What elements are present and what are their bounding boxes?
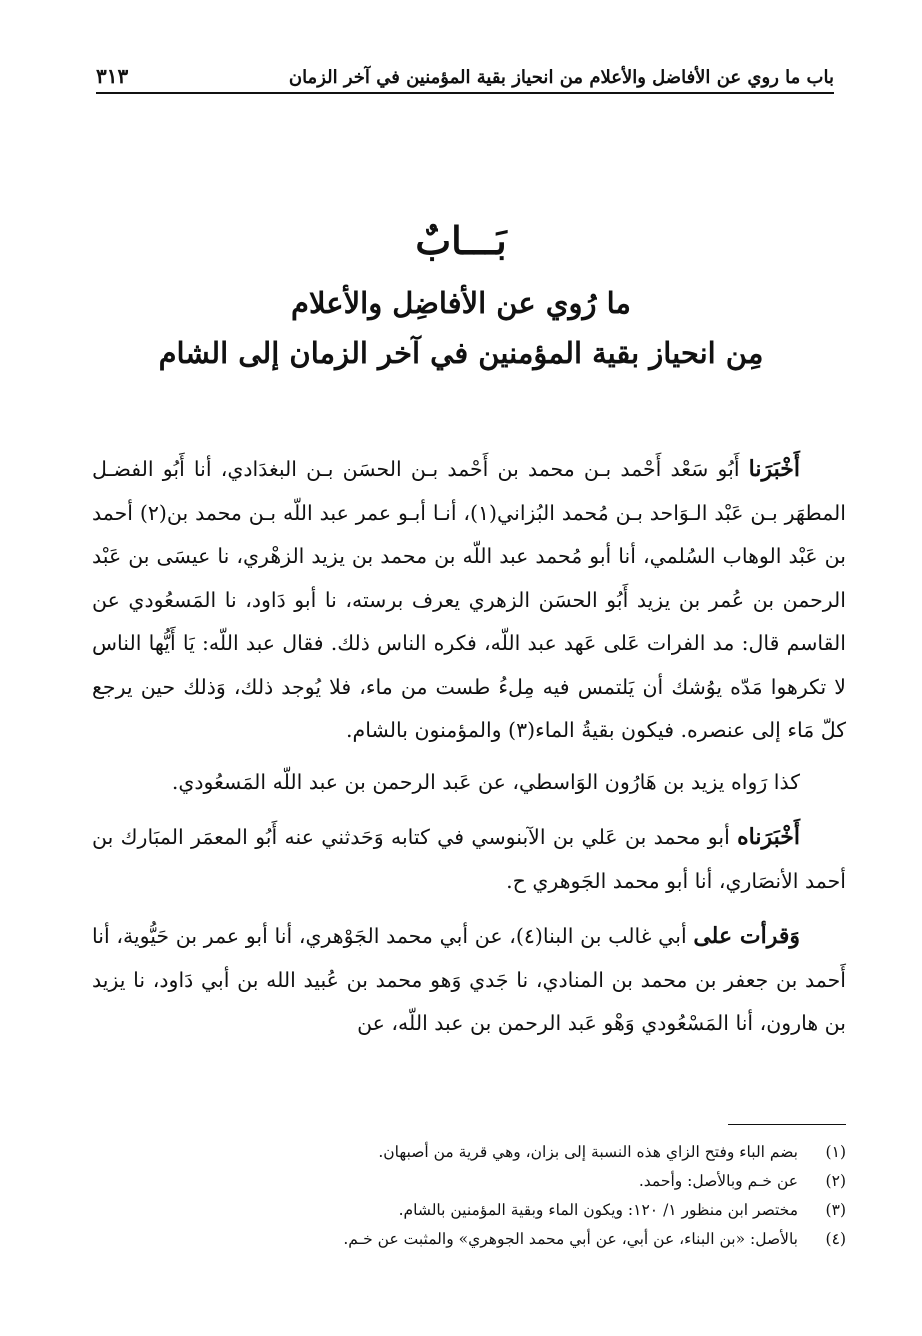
- chapter-title-line2: مِن انحياز بقية المؤمنين في آخر الزمان إلى الشام: [158, 336, 764, 370]
- footnote-4: [100, 1225, 846, 1254]
- paragraph-3-lead: أَخْبَرَناه: [737, 824, 800, 850]
- paragraph-1-lead: أَخْبَرَنا: [748, 456, 800, 482]
- paragraph-1: [92, 448, 846, 753]
- footnote-text: بضم الباء وفتح الزاي هذه النسبة إلى بزان، وهي قرية من أصبهان.: [378, 1143, 798, 1161]
- page-number: ٣١٣: [96, 64, 129, 88]
- paragraph-4: [92, 915, 846, 1046]
- paragraph-3-text: أبو محمد بن عَلي بن الآبنوسي في كتابه وَحَدثني عنه أَبُو المعمَر المبَارك بن أحمد الأنصَاري، أنا أبو محمد الجَوهري ح.: [92, 825, 846, 893]
- paragraph-4-text: أبي غالب بن البنا(٤)، عن أبي محمد الجَوْهري، أنا أبو عمر بن حَيُّوية، أنا أَحمد بن جعفر بن محمد بن المنادي، نا جَدي وَهو محمد بن عُبيد الله بن أبي دَاود، نا يزيد بن هارون، أنا المَسْعُودي وَهْو عَبد الرحمن بن عبد اللّه، عن: [92, 924, 846, 1035]
- footnote-3: [100, 1196, 846, 1225]
- footnotes: [100, 1138, 846, 1254]
- footnote-number: (٣): [825, 1201, 846, 1219]
- running-header: [96, 52, 834, 94]
- paragraph-2-text: كذا رَواه يزيد بن هَارُون الوَاسطي، عن عَبد الرحمن بن عبد اللّه المَسعُودي.: [171, 769, 800, 794]
- footnote-rule: [728, 1124, 846, 1125]
- footnote-text: مختصر ابن منظور ١/ ١٢٠: ويكون الماء وبقية المؤمنين بالشام.: [398, 1201, 798, 1219]
- body-text: [92, 448, 846, 1046]
- footnote-number: (٢): [825, 1172, 846, 1190]
- footnote-2: [100, 1167, 846, 1196]
- footnote-number: (١): [825, 1143, 846, 1161]
- running-title: باب ما روي عن الأفاضل والأعلام من انحياز بقية المؤمنين في آخر الزمان: [288, 67, 834, 88]
- paragraph-4-lead: وَقرأت على: [693, 923, 801, 949]
- footnote-number: (٤): [825, 1230, 846, 1248]
- paragraph-3: [92, 816, 846, 903]
- chapter-word: بَـــابٌ: [415, 218, 507, 263]
- paragraph-1-text: أَبُو سَعْد أَحْمد بـن محمد بن أَحْمد بـن الحسَن بـن البغدَادي، أنا أَبُو الفضـل المطهَر بـن عَبْد الـوَاحد بـن مُحمد البُزاني(١)، أنـا أبـو عمر عبد اللّه بـن محمد بن(٢) أحمد بن عَبْد الوهاب السُلمي، أنا أبو مُحمد عبد اللّه بن محمد بن يزيد الزهْري، نا عيسَى بن عَبْد الرحمن بن عُمر بن يزيد أَبُو الحسَن الزهري يعرف برسته، نا أبو دَاود، نا المَسعُودي عن القاسم قال: مد الفرات عَلى عَهد عبد اللّه، فكره الناس ذلك. فقال عبد اللّه: يَا أَيُّها الناس لا تكرهوا مَدّه يوُشك أن يَلتمس فيه مِلءُ طست من ماء، فلا يُوجد ذلك، وَذلك حين يرجع كلّ مَاء إلى عنصره. فيكون بقيةُ الماء(٣) والمؤمنون بالشام.: [92, 457, 846, 742]
- footnote-text: بالأصل: «بن البناء، عن أبي، عن أبي محمد الجوهري» والمثبت عن خـم.: [343, 1230, 798, 1248]
- footnote-text: عن خـم وبالأصل: وأحمد.: [638, 1172, 798, 1190]
- chapter-title-line1: ما رُوي عن الأفاضِل والأعلام: [291, 286, 631, 320]
- paragraph-2: [92, 761, 846, 805]
- footnote-1: [100, 1138, 846, 1167]
